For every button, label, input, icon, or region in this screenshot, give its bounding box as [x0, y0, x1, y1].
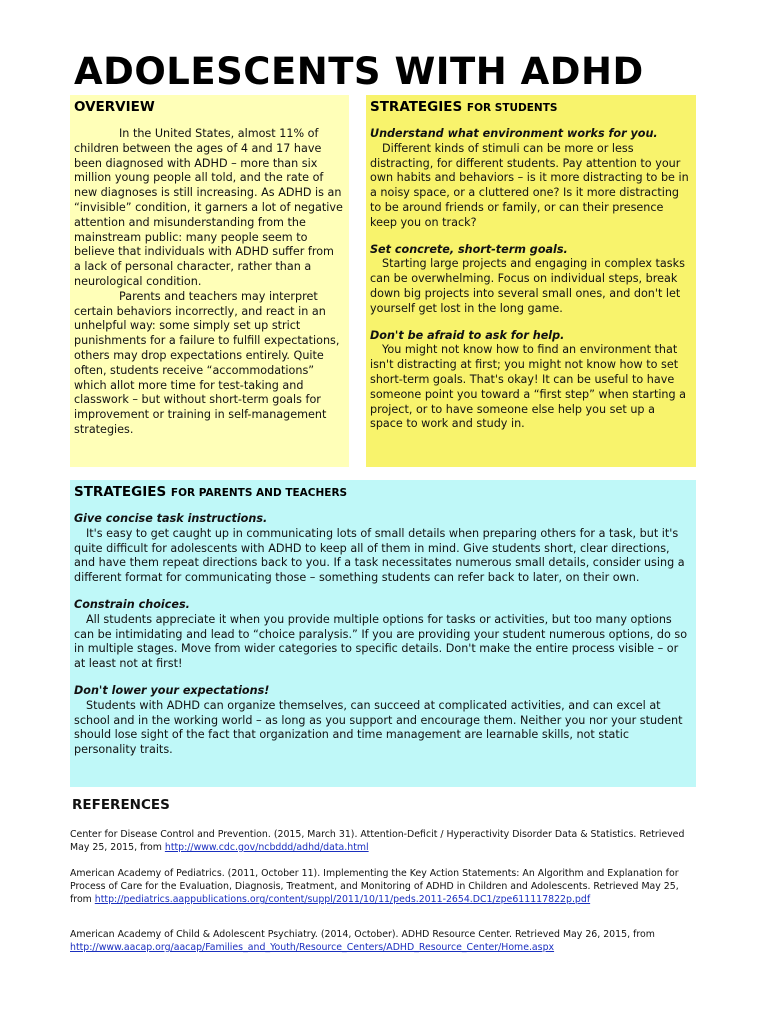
parents-heading-main: STRATEGIES	[74, 484, 167, 500]
strategy-title: Don't lower your expectations!	[74, 683, 270, 697]
reference-text: American Academy of Child & Adolescent Psychiatry. (2014, October). ADHD Resource Center. Retrieved May 26, 2015, from	[70, 929, 655, 940]
students-strategies-box	[366, 95, 696, 467]
overview-box	[70, 95, 349, 467]
references-heading: REFERENCES	[72, 797, 170, 813]
overview-paragraph: Parents and teachers may interpret certain behaviors incorrectly, and react in an unhelpful way: some simply set up strict punishments for a failure to fulfill expectations, others may drop expectations entirely. Quite often, students receive “accommodations” which allot more time for test-taking and classwork – but without short-term goals for improvement or training in self-management strategies.	[74, 289, 340, 436]
strategy-text: Different kinds of stimuli can be more or less distracting, for different students. Pay attention to your own habits and behaviors – is it more distracting to be in a noisy space, or a cluttered one? Is it more distracting to be around friends or family, or can their presence keep you on track?	[370, 141, 689, 229]
strategy-text: Students with ADHD can organize themselves, can succeed at complicated activities, and can excel at school and in the working world – as long as you support and encourage them. Neither you nor your student should lose sight of the fact that organization and time management are learnable skills, not static personality traits.	[74, 698, 683, 757]
parents-heading	[74, 484, 690, 500]
strategy-text: You might not know how to find an environment that isn't distracting at first; you might not know how to set short-term goals. That's okay! It can be useful to have someone point you toward a “first step” when starting a project, or to have someone else help you set up a space to work and study in.	[370, 343, 687, 431]
page-title: ADOLESCENTS WITH ADHD	[74, 50, 644, 93]
strategy-title: Give concise task instructions.	[74, 512, 268, 525]
overview-paragraph: In the United States, almost 11% of children between the ages of 4 and 17 have been diagnosed with ADHD – more than six million young people all told, and the rate of new diagnoses is still increasing. As ADHD is an “invisible” condition, it garners a lot of negative attention and misunderstanding from the mainstream public: many people seem to believe that individuals with ADHD suffer from a lack of personal character, rather than a neurological condition.	[74, 127, 343, 288]
students-heading-sub: FOR STUDENTS	[466, 102, 558, 114]
parents-heading-sub: FOR PARENTS AND TEACHERS	[170, 487, 348, 499]
strategy-title: Constrain choices.	[74, 597, 190, 611]
parents-strategies-box	[70, 480, 696, 787]
reference-item	[70, 867, 700, 906]
reference-link[interactable]: http://pediatrics.aappublications.org/content/suppl/2011/10/11/peds.2011-2654.DC1/zpe611117822p.pdf	[94, 894, 591, 905]
overview-heading: OVERVIEW	[74, 99, 155, 115]
students-heading-main: STRATEGIES	[370, 99, 463, 115]
strategy-title: Set concrete, short-term goals.	[370, 242, 568, 256]
strategy-text: It's easy to get caught up in communicating lots of small details when preparing others for a task, but it's quite difficult for adolescents with ADHD to keep all of them in mind. Give students short, clear directions, and have them repeat directions back to you. If a task necessitates numerous small details, consider using a different format for communicating those – something students can refer back to later, on their own.	[74, 526, 685, 585]
strategy-text: All students appreciate it when you provide multiple options for tasks or activities, but too many options can be intimidating and lead to “choice paralysis.” If you are providing your student numerous options, do so in multiple stages. Move from wider categories to specific details. Don't make the entire process visible – or at least not at first!	[74, 612, 688, 671]
reference-item	[70, 828, 700, 854]
reference-text: American Academy of Pediatrics. (2011, October 11). Implementing the Key Action Statements: An Algorithm and Explanation for Process of Care for the Evaluation, Diagnosis, Treatment, and Monitoring of ADHD in Children and Adolescents. Retrieved May 25, from	[70, 868, 679, 905]
strategy-title: Don't be afraid to ask for help.	[370, 328, 565, 342]
reference-link[interactable]: http://www.cdc.gov/ncbddd/adhd/data.html	[164, 842, 369, 853]
reference-item	[70, 928, 700, 954]
reference-link[interactable]: http://www.aacap.org/aacap/Families_and_Youth/Resource_Centers/ADHD_Resource_Center/Home.aspx	[70, 942, 555, 953]
reference-text: Center for Disease Control and Prevention. (2015, March 31). Attention-Deficit / Hyperactivity Disorder Data & Statistics. Retrieved May 25, 2015, from	[70, 829, 685, 853]
students-heading	[370, 99, 690, 115]
strategy-title: Understand what environment works for you.	[370, 127, 658, 140]
strategy-text: Starting large projects and engaging in complex tasks can be overwhelming. Focus on individual steps, break down big projects into several small ones, and don't let yourself get lost in the long game.	[370, 257, 685, 315]
